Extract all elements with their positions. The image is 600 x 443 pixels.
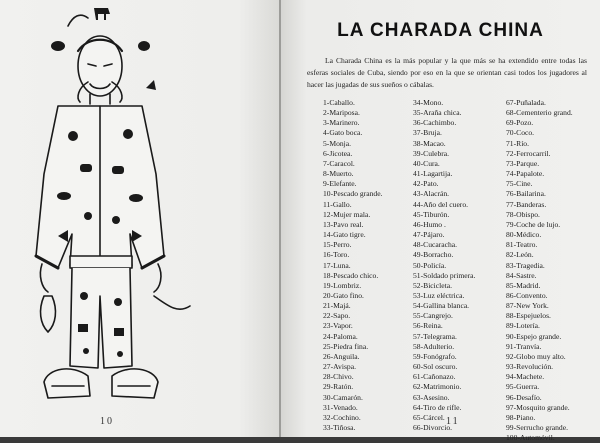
charada-entry: 39-Culebra. [413,148,450,158]
charada-entry: 9-Elefante. [323,179,357,189]
charada-entry: 5-Monja. [323,138,352,148]
charada-entry: 48-Cucaracha. [413,240,458,250]
charada-entry: 78-Obispo. [506,209,540,219]
charada-entry: 38-Macao. [413,138,446,148]
charada-entry: 88-Espejuelos. [506,311,551,321]
charada-entry: 34-Mono. [413,98,444,107]
charada-entry: 56-Reina. [413,321,443,331]
charada-entry: 84-Sastre. [506,270,537,280]
charada-entry: 20-Gato fino. [323,290,364,300]
charada-entry: 62-Matrimonio. [413,382,462,392]
charada-entry: 87-New York. [506,301,549,311]
charada-entry: 31-Venado. [323,402,358,412]
charada-entry: 89-Lotería. [506,321,540,331]
charada-entry: 13-Pavo real. [323,219,364,229]
charada-entry: 60-Sol oscuro. [413,362,458,372]
charada-entry: 49-Borracho. [413,250,454,260]
charada-entry: 27-Avispa. [323,362,356,372]
charada-entry: 40-Cura. [413,158,440,168]
charada-entry: 50-Policía. [413,260,447,270]
charada-entry: 61-Cañonazo. [413,372,456,382]
page-number-left: 10 [100,416,114,427]
charada-entry: 43-Alacrán. [413,189,450,199]
charada-entry: 80-Médico. [506,230,542,240]
charada-entry: 81-Teatro. [506,240,538,250]
charada-entry: 14-Gato tigre. [323,230,366,240]
charada-entry: 30-Camarón. [323,392,363,402]
charada-entry: 85-Madrid. [506,280,541,290]
charada-entry: 3-Marinero. [323,118,360,128]
charada-entry: 1-Caballo. [323,98,355,107]
charada-entry: 10-Pescado grande. [323,189,383,199]
charada-entry: 18-Pescado chico. [323,270,379,280]
charada-entry: 52-Bicicleta. [413,280,453,290]
charada-entry: 22-Sapo. [323,311,351,321]
charada-entry: 95-Guerra. [506,382,540,392]
charada-entry: 75-Cine. [506,179,533,189]
charada-entry: 69-Pozo. [506,118,534,128]
charada-entry: 24-Paloma. [323,331,358,341]
charada-entry: 36-Cachimbo. [413,118,457,128]
charada-entry: 92-Globo muy alto. [506,351,566,361]
charada-entry: 23-Vapor. [323,321,353,331]
charada-entry: 57-Telegrama. [413,331,457,341]
charada-entry: 68-Cementerio grand. [506,108,573,118]
charada-entry: 79-Coche de lujo. [506,219,561,229]
charada-entry: 4-Gato boca. [323,128,363,138]
charada-entry: 82-León. [506,250,534,260]
charada-entry: 25-Piedra fina. [323,341,369,351]
charada-entry: 77-Banderas. [506,199,547,209]
charada-entry: 59-Fonógrafo. [413,351,457,361]
charada-entry: 28-Chivo. [323,372,354,382]
charada-entry: 51-Soldado primera. [413,270,476,280]
charada-entry: 8-Muerto. [323,169,354,179]
charada-entry: 21-Majá. [323,301,351,311]
charada-entry: 90-Espejo grande. [506,331,562,341]
charada-entry: 65-Cárcel. [413,412,445,422]
charada-entry: 86-Convento. [506,290,548,300]
charada-entry: 83-Tragedia. [506,260,545,270]
charada-entry: 54-Gallina blanca. [413,301,470,311]
charada-entry: 41-Lagartija. [413,169,453,179]
charada-entry: 53-Luz eléctrica. [413,290,465,300]
charada-entry: 64-Tiro de rifle. [413,402,462,412]
charada-entry: 32-Cochino. [323,412,361,422]
charada-entry: 98-Piano. [506,412,536,422]
charada-list [281,98,600,443]
chinese-man-illustration [18,6,196,408]
charada-entry: 47-Pájaro. [413,230,445,240]
charada-entry: 66-Divorcio. [413,423,453,432]
intro-paragraph: La Charada China es la más popular y la que más se ha extendido entre todas las esferas sociales de Cuba, siendo por eso en la que se orientan casi todos los jugadores al hacer las jugadas de sus sueños o cábalas. [307,55,587,89]
charada-entry: 55-Cangrejo. [413,311,453,321]
charada-entry: 16-Toro. [323,250,350,260]
charada-entry: 97-Mosquito grande. [506,402,570,412]
page-number-right: 11 [446,416,460,427]
charada-entry: 71-Río. [506,138,529,148]
charada-entry: 2-Mariposa. [323,108,360,118]
page-title: LA CHARADA CHINA [337,20,544,41]
charada-entry: 17-Luna. [323,260,351,270]
charada-entry: 6-Jicotea. [323,148,353,158]
charada-entry: 93-Revolución. [506,362,554,372]
charada-entry: 45-Tiburón. [413,209,450,219]
charada-entry: 19-Lombriz. [323,280,362,290]
charada-entry: 63-Asesino. [413,392,450,402]
charada-entry: 94-Machete. [506,372,545,382]
charada-entry: 29-Ratón. [323,382,354,392]
left-page [0,0,281,437]
charada-entry: 70-Coco. [506,128,535,138]
charada-entry: 44-Año del cuero. [413,199,469,209]
charada-entry: 33-Tiñosa. [323,423,356,432]
charada-entry: 35-Araña chica. [413,108,462,118]
charada-column-2 [413,98,475,433]
charada-entry: 91-Tranvía. [506,341,542,351]
charada-entry: 99-Serrucho grande. [506,423,568,432]
charada-entry: 11-Gallo. [323,199,352,209]
charada-entry: 74-Papalote. [506,169,545,179]
charada-entry: 12-Mujer mala. [323,209,371,219]
charada-entry: 96-Desafío. [506,392,542,402]
charada-entry: 46-Humo . [413,219,446,229]
charada-entry: 73-Parque. [506,158,540,168]
charada-entry: 42-Pato. [413,179,439,189]
charada-entry: 67-Puñalada. [506,98,546,107]
charada-column-1 [323,98,382,433]
charada-entry: 72-Ferrocarril. [506,148,551,158]
charada-entry: 100-Automóvil. [506,433,555,443]
charada-entry: 76-Bailarina. [506,189,546,199]
charada-entry: 26-Anguila. [323,351,360,361]
charada-entry: 58-Adulterio. [413,341,455,351]
charada-entry: 37-Bruja. [413,128,442,138]
charada-column-3 [506,98,573,443]
charada-entry: 7-Caracol. [323,158,355,168]
charada-entry: 15-Perro. [323,240,352,250]
right-page [281,0,600,443]
